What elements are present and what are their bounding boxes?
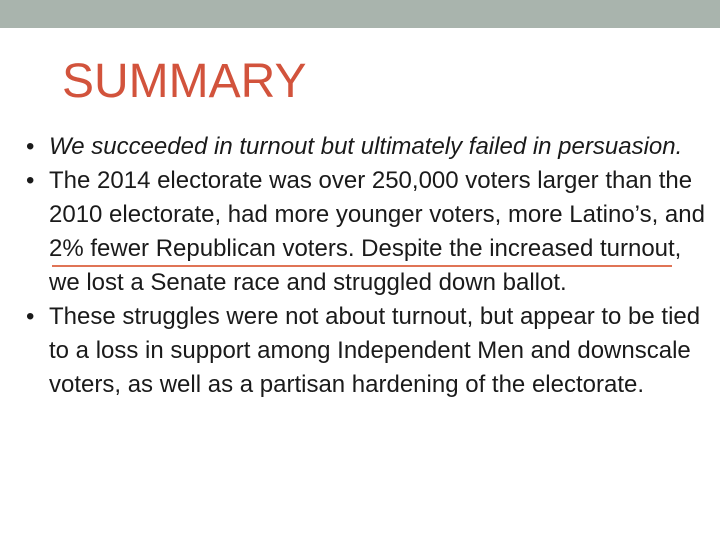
slide-title: SUMMARY [62, 55, 307, 108]
bullet-dot-icon: • [26, 303, 35, 330]
bullet-dot-icon: • [26, 167, 35, 194]
bullet-text: We succeeded in turnout but ultimately failed in persuasion. [49, 133, 683, 160]
bullet-dot-icon: • [26, 133, 35, 160]
bullet-item [0, 300, 720, 402]
bullet-text: The 2014 electorate was over 250,000 voters larger than the 2010 electorate, had more younger voters, more Latino’s, and 2% fewer Republican voters. Despite the increased turnout, we lost a Senate race and struggled down ballot. [49, 167, 705, 296]
top-accent-bar [0, 0, 720, 28]
bullet-item [0, 130, 720, 164]
underline-annotation [52, 265, 672, 267]
bullet-text: These struggles were not about turnout, but appear to be tied to a loss in support among Independent Men and downscale voters, as well as a partisan hardening of the electorate. [49, 303, 701, 398]
bullet-item [0, 164, 720, 300]
